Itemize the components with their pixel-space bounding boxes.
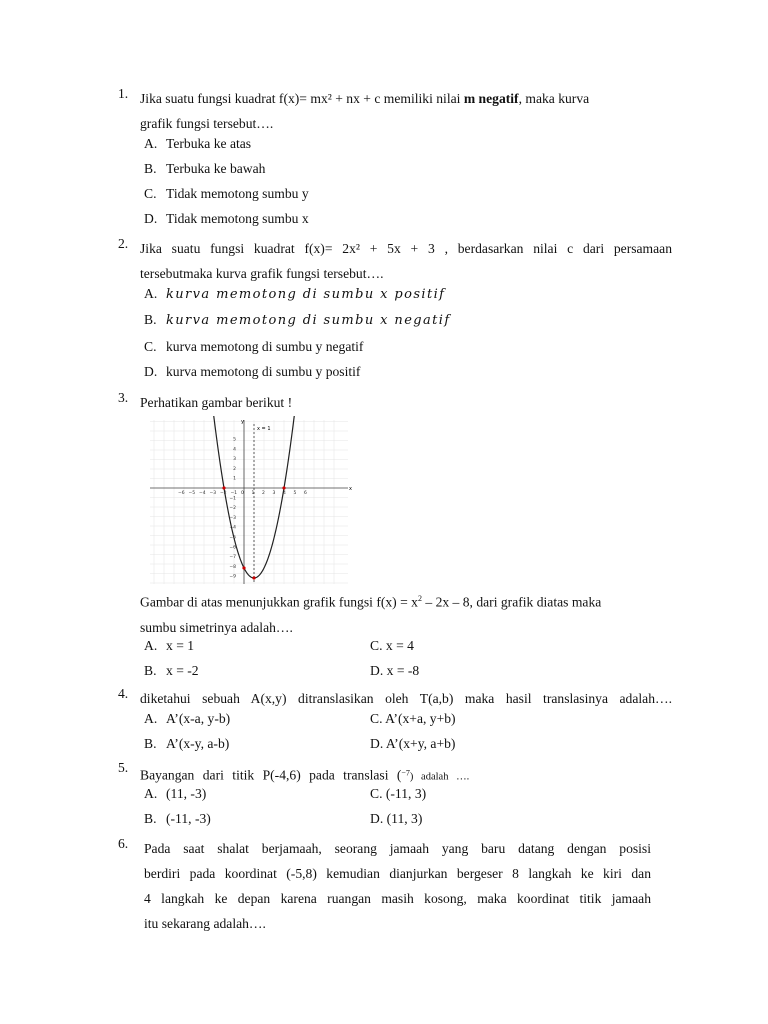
- y-tick-label: −7: [229, 555, 236, 561]
- question-2: [118, 236, 678, 386]
- question-text: diketahui sebuah A(x,y) ditranslasikan oleh T(a,b) maka hasil translasinya adalah….: [140, 691, 672, 706]
- vertex-point: [252, 576, 255, 579]
- option-c[interactable]: [370, 711, 456, 727]
- x-tick-label: 6: [304, 491, 307, 496]
- option-a[interactable]: [144, 638, 194, 654]
- option-letter: B.: [144, 663, 157, 678]
- option-text: Terbuka ke atas: [166, 136, 252, 151]
- y-tick-label: 2: [233, 466, 236, 472]
- question-3: [118, 390, 678, 690]
- question-line: itu sekarang adalah….: [144, 916, 266, 931]
- option-text: x = -2: [166, 663, 199, 678]
- question-caption: [140, 586, 672, 640]
- option-text: A’(x-y, a-b): [166, 736, 230, 751]
- option-text: A’(x+a, y+b): [385, 711, 456, 726]
- option-letter: A.: [144, 638, 158, 653]
- question-5: [118, 760, 678, 840]
- y-tick-labels: [229, 437, 236, 580]
- option-text: kurva memotong di sumbu y negatif: [166, 339, 364, 354]
- option-letter: D.: [144, 364, 158, 379]
- option-text: Tidak memotong sumbu x: [166, 211, 309, 226]
- option-letter: A.: [144, 286, 158, 301]
- x-axis-label: x: [349, 486, 352, 492]
- option-letter: D.: [370, 811, 384, 826]
- x-tick-label: −4: [199, 491, 206, 496]
- option-b[interactable]: [144, 161, 265, 177]
- option-text: Tidak memotong sumbu y: [166, 186, 309, 201]
- x-tick-label: −3: [209, 491, 217, 496]
- option-a[interactable]: [144, 136, 251, 152]
- option-d[interactable]: [370, 811, 422, 827]
- option-text: (11, 3): [386, 811, 423, 826]
- option-letter: A.: [144, 711, 158, 726]
- option-b[interactable]: [144, 811, 211, 827]
- x-tick-label: 1: [251, 491, 255, 496]
- option-letter: B.: [144, 312, 157, 327]
- question-text-part: Jika suatu fungsi kuadrat f(x)= mx² + nx + c memiliki nilai: [140, 91, 464, 106]
- option-d[interactable]: [370, 736, 455, 752]
- y-tick-label: −4: [229, 525, 236, 531]
- y-axis-label: y: [241, 419, 244, 425]
- option-d[interactable]: [144, 211, 309, 227]
- option-text: x = 1: [166, 638, 195, 653]
- option-text: x = 4: [385, 638, 414, 653]
- option-letter: A.: [144, 786, 158, 801]
- caption-superscript: 2: [417, 594, 422, 603]
- option-text: (-11, -3): [166, 811, 211, 826]
- x-tick-label: −2: [220, 491, 227, 496]
- x-tick-label: 4: [283, 491, 286, 496]
- option-c[interactable]: [144, 339, 363, 355]
- option-text: kurva memotong di sumbu x positif: [166, 287, 446, 302]
- caption-line2: sumbu simetrinya adalah….: [140, 619, 293, 635]
- option-c[interactable]: [370, 786, 426, 802]
- option-letter: D.: [370, 736, 384, 751]
- y-tick-label: 1: [233, 476, 236, 482]
- y-tick-label: 4: [233, 447, 236, 453]
- x-tick-label: −1: [230, 491, 238, 496]
- option-text: A’(x+y, a+b): [385, 736, 456, 751]
- question-text: [144, 836, 651, 936]
- question-text-part: ) adalah ….: [409, 771, 470, 783]
- x-tick-labels: [178, 490, 307, 496]
- x-tick-label: −6: [178, 491, 185, 496]
- question-text: Perhatikan gambar berikut !: [140, 395, 293, 410]
- option-letter: B.: [144, 161, 157, 176]
- option-text: x = -8: [386, 663, 420, 678]
- y-tick-label: 5: [233, 437, 236, 443]
- question-1: [118, 86, 678, 236]
- option-a[interactable]: [144, 286, 445, 302]
- y-tick-label: −2: [229, 506, 236, 512]
- option-letter: A.: [144, 136, 158, 151]
- parabola-graph: [148, 416, 360, 586]
- question-number: 4.: [118, 686, 129, 701]
- question-number: 2.: [118, 236, 129, 251]
- option-letter: B.: [144, 811, 157, 826]
- y-tick-label: −5: [229, 535, 236, 541]
- root-point: [222, 486, 225, 489]
- option-b[interactable]: [144, 663, 199, 679]
- question-number: 3.: [118, 390, 129, 405]
- caption-part: – 2x – 8, dari grafik diatas maka: [421, 594, 602, 610]
- y-tick-label: −1: [229, 496, 236, 502]
- root-point: [282, 486, 285, 489]
- y-tick-label: −3: [229, 515, 236, 521]
- question-text-line2: tersebutmaka kurva grafik fungsi tersebut….: [140, 266, 384, 281]
- y-tick-label: −8: [229, 564, 236, 570]
- y-tick-label: 3: [233, 457, 236, 463]
- y-tick-label: −9: [229, 574, 236, 580]
- option-letter: D.: [370, 663, 384, 678]
- option-text: A’(x-a, y-b): [166, 711, 231, 726]
- question-text: [140, 86, 672, 136]
- option-c[interactable]: [370, 638, 414, 654]
- x-tick-label: 0: [241, 491, 244, 496]
- question-text-bold: m negatif: [463, 91, 519, 106]
- option-d[interactable]: [370, 663, 419, 679]
- question-4: [118, 686, 678, 766]
- question-line: berdiri pada koordinat (-5,8) kemudian dianjurkan bergeser 8 langkah ke kiri dan: [144, 866, 651, 881]
- question-line: 4 langkah ke depan karena ruangan masih kosong, maka koordinat titik jamaah: [144, 891, 651, 906]
- translation-vector-value: −7: [401, 768, 410, 777]
- option-text: Terbuka ke bawah: [166, 161, 266, 176]
- option-a[interactable]: [144, 786, 206, 802]
- caption-part: Gambar di atas menunjukkan grafik fungsi f(x) = x: [140, 594, 418, 610]
- graph-grid: [150, 420, 348, 584]
- question-text: [140, 236, 672, 286]
- option-c[interactable]: [144, 186, 309, 202]
- option-letter: D.: [144, 211, 158, 226]
- question-number: 1.: [118, 86, 129, 101]
- option-text: (-11, 3): [385, 786, 427, 801]
- option-b[interactable]: [144, 312, 451, 328]
- option-letter: C.: [370, 711, 383, 726]
- question-text-part: , maka kurva: [518, 91, 590, 106]
- y-intercept-point: [242, 566, 245, 569]
- question-number: 6.: [118, 836, 129, 851]
- option-letter: B.: [144, 736, 157, 751]
- option-text: (11, -3): [166, 786, 207, 801]
- option-letter: C.: [144, 339, 157, 354]
- option-letter: C.: [144, 186, 157, 201]
- question-text-line2: grafik fungsi tersebut….: [140, 116, 274, 131]
- question-line: Pada saat shalat berjamaah, seorang jamaah yang baru datang dengan posisi: [144, 841, 651, 856]
- y-tick-label: −6: [229, 545, 236, 551]
- option-text: kurva memotong di sumbu x negatif: [166, 313, 451, 328]
- option-a[interactable]: [144, 711, 230, 727]
- symmetry-line-label: x = 1: [257, 426, 271, 432]
- x-tick-label: 3: [272, 491, 276, 496]
- x-tick-label: 5: [293, 491, 297, 496]
- translation-vector: [401, 768, 410, 783]
- x-tick-label: −5: [188, 491, 196, 496]
- option-letter: C.: [370, 638, 383, 653]
- question-number: 5.: [118, 760, 129, 775]
- question-text-line1: Jika suatu fungsi kuadrat f(x)= 2x² + 5x + 3 , berdasarkan nilai c dari persamaan: [140, 241, 672, 256]
- question-6: [118, 836, 678, 946]
- x-tick-label: 2: [262, 491, 265, 496]
- option-b[interactable]: [144, 736, 229, 752]
- question-text-part: Bayangan dari titik P(-4,6) pada translasi (: [140, 767, 402, 783]
- option-letter: C.: [370, 786, 383, 801]
- option-d[interactable]: [144, 364, 360, 380]
- option-text: kurva memotong di sumbu y positif: [166, 364, 361, 379]
